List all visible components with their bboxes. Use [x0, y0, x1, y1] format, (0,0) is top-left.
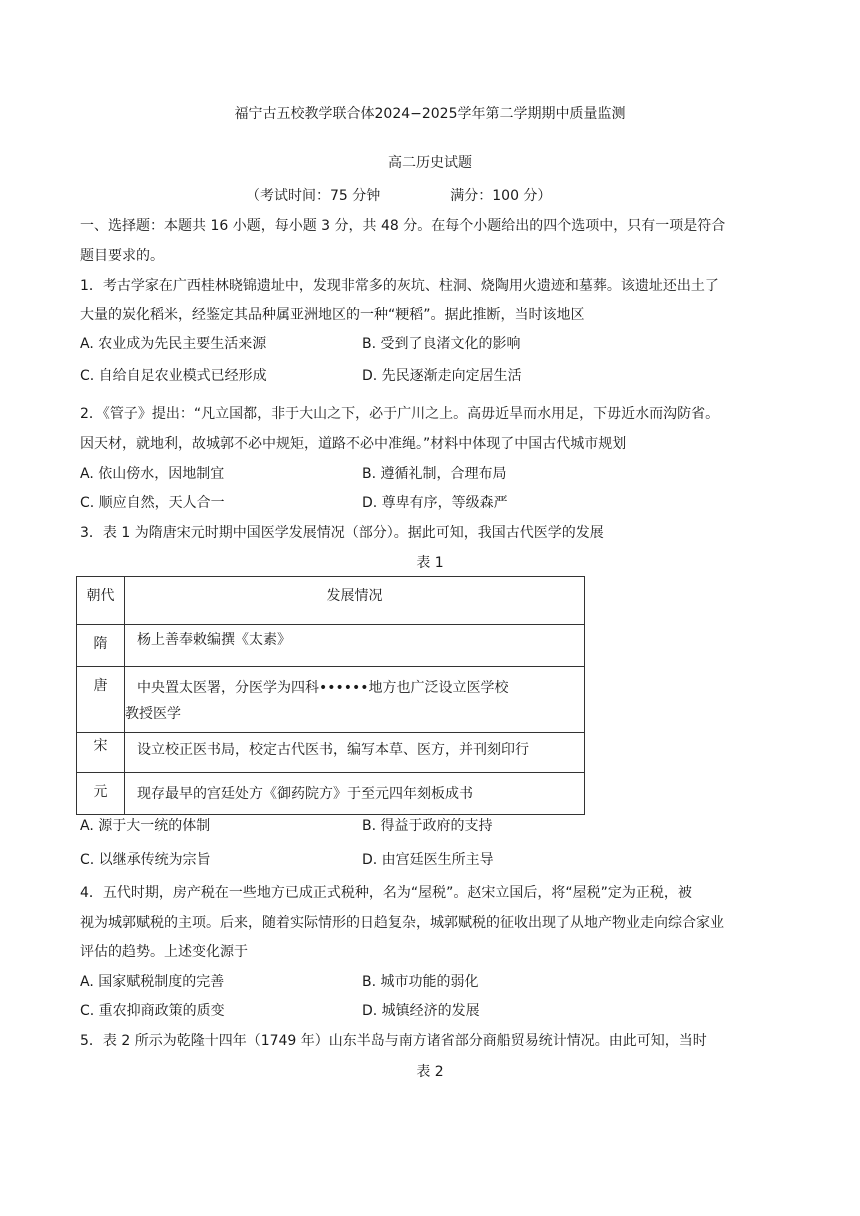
q3-stem-line1: 3．表 1 为隋唐宋元时期中国医学发展情况（部分）。据此可知，我国古代医学的发展 — [80, 525, 604, 541]
table-cell-content-line1: 中央置太医署，分医学为四科••••••地方也广泛设立医学校 — [137, 680, 509, 696]
q2-option-c: C. 顺应自然，天人合一 — [80, 495, 225, 511]
q1-option-b: B. 受到了良渚文化的影响 — [362, 336, 521, 352]
q3-option-d: D. 由宫廷医生所主导 — [362, 852, 494, 868]
table2-caption: 表 2 — [416, 1064, 444, 1080]
q2-option-b: B. 遵循礼制，合理布局 — [362, 466, 507, 482]
q4-option-c: C. 重农抑商政策的质变 — [80, 1003, 225, 1019]
q1-stem-line1: 1．考古学家在广西桂林晓锦遗址中，发现非常多的灰坑、柱洞、烧陶用火遗迹和墓葬。该遗址还出土了 — [80, 278, 719, 294]
q4-stem-line3: 评估的趋势。上述变化源于 — [80, 944, 248, 960]
q5-stem-line1: 5．表 2 所示为乾隆十四年（1749 年）山东半岛与南方诸省部分商船贸易统计情况。由此可知，当时 — [80, 1033, 707, 1049]
table-header-row — [77, 577, 585, 625]
table-header-development: 发展情况 — [125, 577, 585, 625]
q3-option-b: B. 得益于政府的支持 — [362, 818, 493, 834]
q4-option-a: A. 国家赋税制度的完善 — [80, 974, 225, 990]
section-instructions-line2: 题目要求的。 — [80, 248, 164, 264]
q3-option-c: C. 以继承传统为宗旨 — [80, 852, 211, 868]
q2-option-a: A. 依山傍水，因地制宜 — [80, 466, 225, 482]
q4-stem-line1: 4．五代时期，房产税在一些地方已成正式税种，名为“屋税”。赵宋立国后，将“屋税”定为正税，被 — [80, 885, 692, 901]
table-cell-dynasty: 唐 — [77, 667, 125, 733]
q2-option-d: D. 尊卑有序，等级森严 — [362, 495, 508, 511]
exam-info: （考试时间：75 分钟 满分：100 分） — [246, 188, 552, 204]
table-1 — [76, 576, 585, 815]
table-cell-content: 杨上善奉敕编撰《太素》 — [125, 625, 585, 667]
table-row — [77, 667, 585, 733]
table1-caption: 表 1 — [416, 555, 444, 571]
q1-option-a: A. 农业成为先民主要生活来源 — [80, 336, 267, 352]
section-instructions-line1: 一、选择题：本题共 16 小题，每小题 3 分，共 48 分。在每个小题给出的四个选项中，只有一项是符合 — [80, 218, 726, 234]
table-cell-dynasty: 元 — [77, 773, 125, 815]
table-cell-dynasty: 隋 — [77, 625, 125, 667]
exam-title: 福宁古五校教学联合体2024−2025学年第二学期期中质量监测 — [234, 106, 626, 122]
table-header-dynasty: 朝代 — [77, 577, 125, 625]
table-cell-content-line2: 教授医学 — [125, 706, 181, 722]
table-cell-dynasty: 宋 — [77, 733, 125, 773]
table-row — [77, 733, 585, 773]
exam-subtitle: 高二历史试题 — [388, 155, 472, 171]
table-cell-content — [125, 667, 585, 733]
q4-stem-line2: 视为城郭赋税的主项。后来，随着实际情形的日趋复杂，城郭赋税的征收出现了从地产物业走向综合家业 — [80, 915, 724, 931]
q1-stem-line2: 大量的炭化稻米，经鉴定其品种属亚洲地区的一种“粳稻”。据此推断，当时该地区 — [80, 307, 585, 323]
q2-stem-line1: 2．《管子》提出：“凡立国都，非于大山之下，必于广川之上。高毋近旱而水用足，下毋近水而沟防省。 — [80, 406, 720, 422]
q3-option-a: A. 源于大一统的体制 — [80, 818, 211, 834]
table-row — [77, 625, 585, 667]
table-row — [77, 773, 585, 815]
q2-stem-line2: 因天材，就地利，故城郭不必中规矩，道路不必中准绳。”材料中体现了中国古代城市规划 — [80, 436, 627, 452]
table-cell-content: 设立校正医书局，校定古代医书，编写本草、医方，并刊刻印行 — [125, 733, 585, 773]
q1-option-d: D. 先民逐渐走向定居生活 — [362, 368, 522, 384]
q4-option-b: B. 城市功能的弱化 — [362, 974, 479, 990]
table-cell-content: 现存最早的宫廷处方《御药院方》于至元四年刻板成书 — [125, 773, 585, 815]
q1-option-c: C. 自给自足农业模式已经形成 — [80, 368, 267, 384]
q4-option-d: D. 城镇经济的发展 — [362, 1003, 480, 1019]
